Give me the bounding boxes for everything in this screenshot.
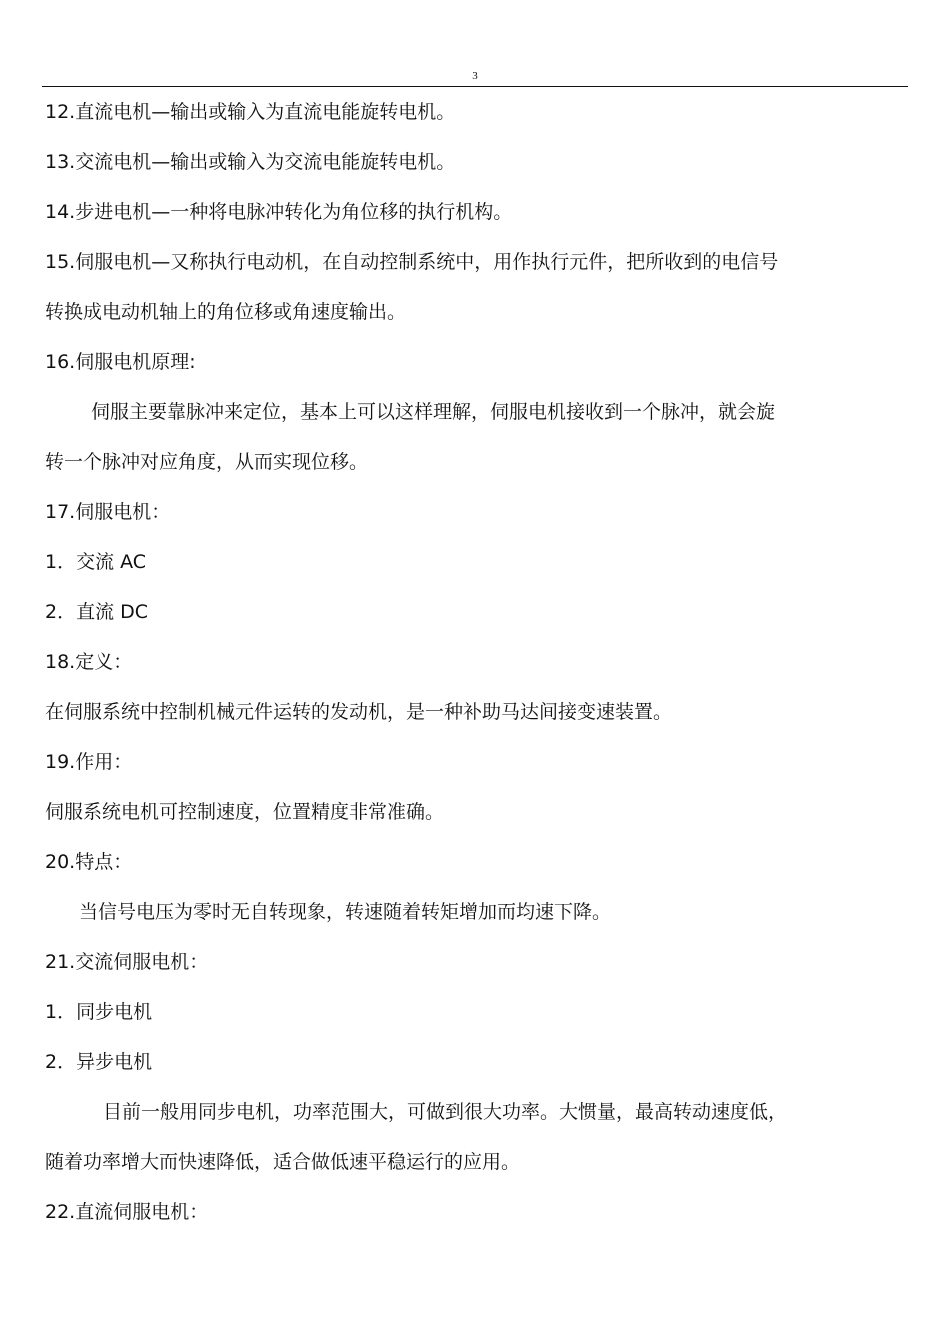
paragraph-servo-principle-continued: 转一个脉冲对应角度，从而实现位移。 <box>45 451 369 473</box>
line-item-19: 19.作用： <box>45 751 133 773</box>
line-item-22: 22.直流伺服电机： <box>45 1201 209 1223</box>
line-item-17: 17.伺服电机： <box>45 501 171 523</box>
list-item-asynchronous: 2．异步电机 <box>45 1051 153 1073</box>
line-item-21: 21.交流伺服电机： <box>45 951 209 973</box>
line-item-16: 16.伺服电机原理: <box>45 351 196 373</box>
header-rule <box>42 86 908 87</box>
line-item-15-continued: 转换成电动机轴上的角位移或角速度输出。 <box>45 301 407 323</box>
document-body <box>45 92 907 1242</box>
paragraph-features: 当信号电压为零时无自转现象，转速随着转矩增加而均速下降。 <box>79 901 612 923</box>
paragraph-servo-principle: 伺服主要靠脉冲来定位，基本上可以这样理解，伺服电机接收到一个脉冲，就会旋 <box>91 401 776 423</box>
list-item-dc: 2．直流 DC <box>45 601 149 623</box>
list-item-ac: 1．交流 AC <box>45 551 147 573</box>
paragraph-function: 伺服系统电机可控制速度，位置精度非常准确。 <box>45 801 445 823</box>
line-item-12: 12.直流电机—输出或输入为直流电能旋转电机。 <box>45 101 456 123</box>
page-number: 3 <box>472 70 478 82</box>
line-item-13: 13.交流电机—输出或输入为交流电能旋转电机。 <box>45 151 456 173</box>
line-item-15: 15.伺服电机—又称执行电动机，在自动控制系统中，用作执行元件，把所收到的电信号 <box>45 251 779 273</box>
line-item-14: 14.步进电机—一种将电脉冲转化为角位移的执行机构。 <box>45 201 513 223</box>
list-item-synchronous: 1．同步电机 <box>45 1001 153 1023</box>
line-item-18: 18.定义： <box>45 651 133 673</box>
line-item-20: 20.特点： <box>45 851 133 873</box>
paragraph-definition: 在伺服系统中控制机械元件运转的发动机，是一种补助马达间接变速装置。 <box>45 701 673 723</box>
paragraph-ac-servo: 目前一般用同步电机，功率范围大，可做到很大功率。大惯量，最高转动速度低， <box>103 1101 788 1123</box>
paragraph-ac-servo-continued: 随着功率增大而快速降低，适合做低速平稳运行的应用。 <box>45 1151 521 1173</box>
